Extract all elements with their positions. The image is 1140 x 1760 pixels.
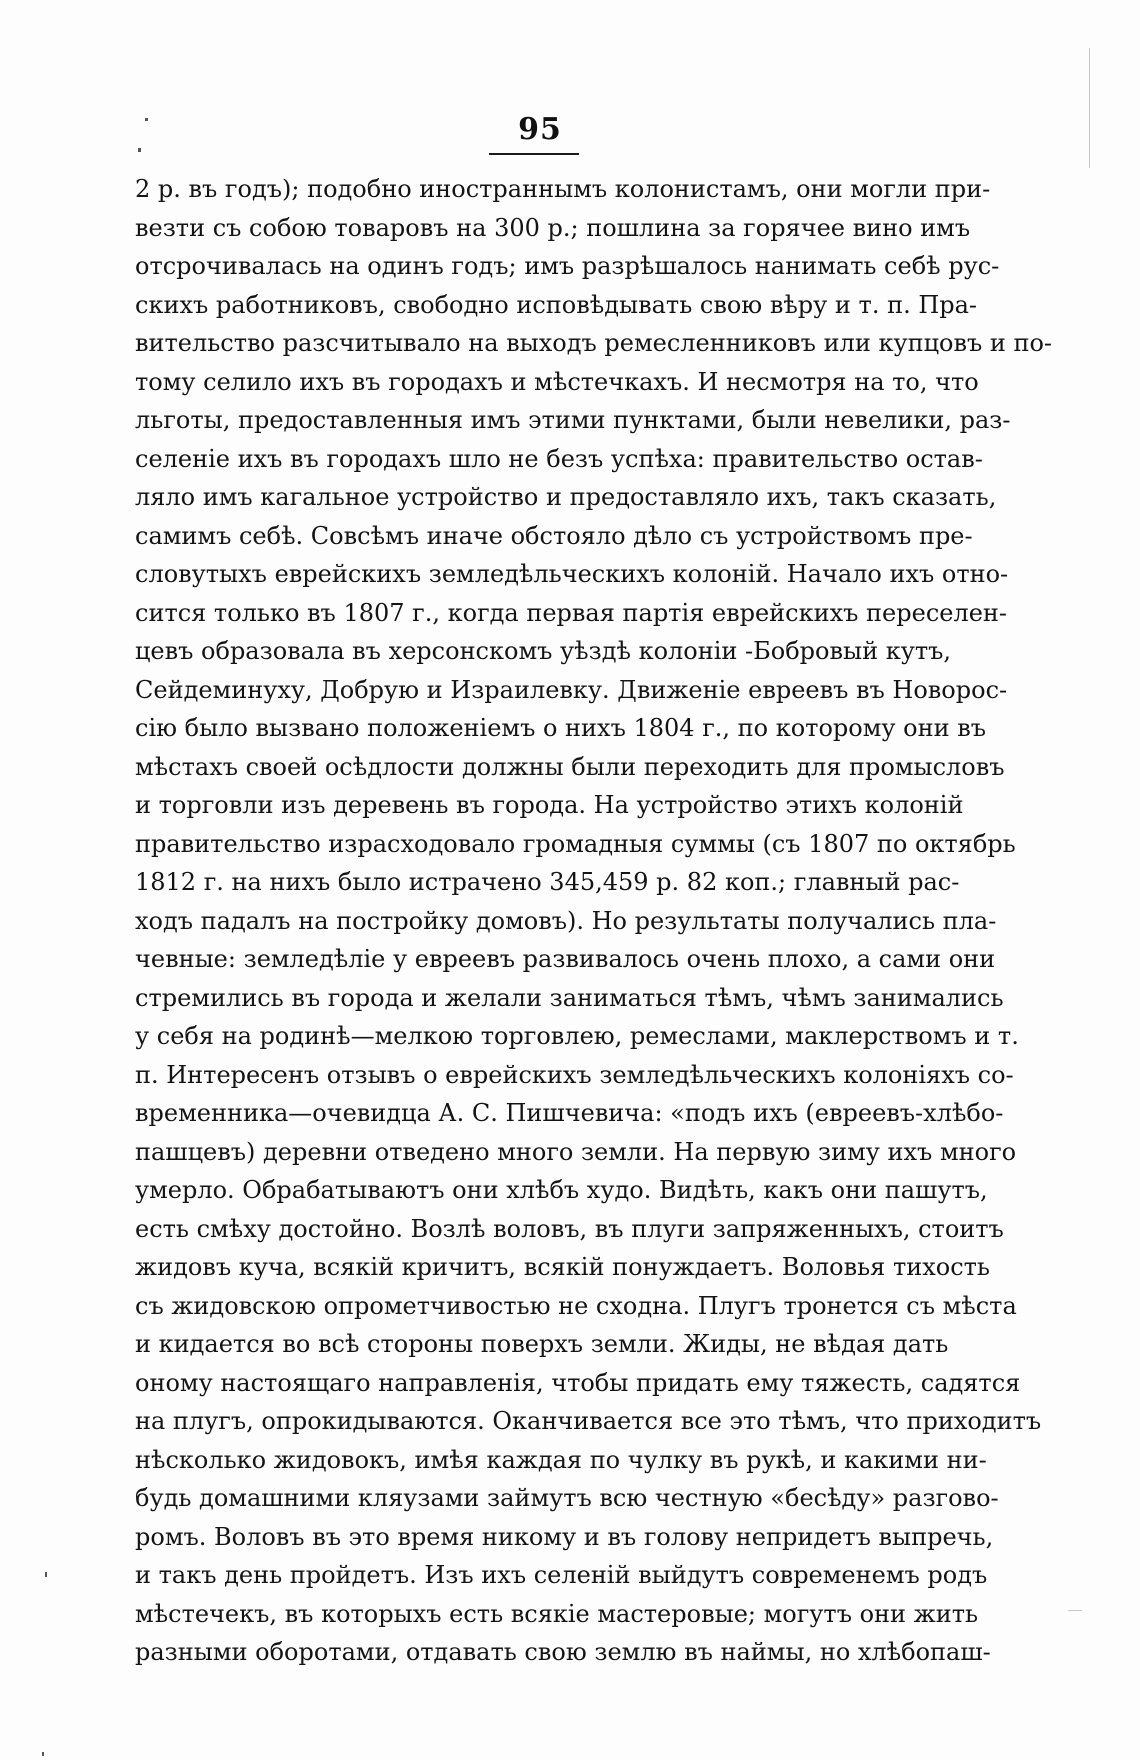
text-line: и торговли изъ деревень въ города. На устройство этихъ колоній xyxy=(135,791,964,819)
text-line: ходъ падалъ на постройку домовъ). Но результаты получались пла- xyxy=(135,906,997,935)
text-line: на плугъ, опрокидываются. Оканчивается все это тѣмъ, что приходитъ xyxy=(135,1407,1042,1435)
text-line: разными оборотами, отдавать свою землю въ наймы, но хлѣбопаш- xyxy=(135,1638,991,1666)
scan-edge-line xyxy=(1089,48,1090,168)
text-line: и кидается во всѣ стороны поверхъ земли. Жиды, не вѣдая дать xyxy=(135,1330,949,1358)
text-line: отсрочивалась на одинъ годъ; имъ разрѣшалось нанимать себѣ рус- xyxy=(135,252,1000,280)
text-line: правительство израсходовало громадныя суммы (съ 1807 по октябрь xyxy=(135,829,1016,858)
text-line: п. Интересенъ отзывъ о еврейскихъ земледѣльческихъ колоніяхъ со- xyxy=(135,1060,1014,1089)
text-line: сію было вызвано положеніемъ о нихъ 1804 г., по которому они въ xyxy=(135,714,986,742)
text-line: пашцевъ) деревни отведено много земли. На первую зиму ихъ много xyxy=(135,1137,1017,1166)
text-line: ляло имъ кагальное устройство и предоставляло ихъ, такъ сказать, xyxy=(135,483,997,511)
scan-speck xyxy=(145,118,148,121)
text-line: скихъ работниковъ, свободно исповѣдывать свою вѣру и т. п. Пра- xyxy=(135,290,978,319)
text-line: у себя на родинѣ—мелкою торговлею, ремеслами, маклерствомъ и т. xyxy=(135,1022,1019,1050)
scan-speck xyxy=(45,1572,47,1577)
text-line: 1812 г. на нихъ было истрачено 345,459 р. 82 коп.; главный рас- xyxy=(135,868,960,896)
text-line: временника—очевидца А. С. Пишчевича: «подъ ихъ (евреевъ-хлѣбо- xyxy=(135,1099,1004,1127)
text-line: ромъ. Воловъ въ это время никому и въ голову непридетъ выпречь, xyxy=(135,1522,994,1551)
text-line: мѣстечекъ, въ которыхъ есть всякіе мастеровые; могутъ они жить xyxy=(135,1599,979,1628)
page-number-rule xyxy=(489,153,579,155)
scan-edge-line xyxy=(1068,1610,1082,1611)
page-number: 95 xyxy=(518,112,562,147)
scan-speck xyxy=(138,148,141,152)
text-line: 2 р. въ годъ); подобно иностраннымъ колонистамъ, они могли при- xyxy=(135,175,991,203)
text-line: мѣстахъ своей осѣдлости должны были переходить для промысловъ xyxy=(135,752,1005,781)
text-line: самимъ себѣ. Совсѣмъ иначе обстояло дѣло съ устройствомъ пре- xyxy=(135,521,973,550)
text-line: есть смѣху достойно. Возлѣ воловъ, въ плуги запряженныхъ, стоитъ xyxy=(135,1214,1004,1243)
body-text xyxy=(135,170,1053,1672)
text-line: умерло. Обрабатываютъ они хлѣбъ худо. Видѣть, какъ они пашутъ, xyxy=(135,1176,988,1204)
text-line: оному настоящаго направленія, чтобы придать ему тяжесть, садятся xyxy=(135,1368,1021,1397)
text-line: сится только въ 1807 г., когда первая партія еврейскихъ переселен- xyxy=(135,598,1008,627)
text-line: и такъ день пройдетъ. Изъ ихъ селеній выйдутъ современемъ родъ xyxy=(135,1561,988,1589)
scan-speck xyxy=(42,1752,44,1756)
text-line: жидовъ куча, всякій кричитъ, всякій понуждаетъ. Воловья тихость xyxy=(135,1253,990,1281)
text-line: Сейдеминуху, Добрую и Израилевку. Движеніе евреевъ въ Новорос- xyxy=(135,675,1008,704)
text-line: селеніе ихъ въ городахъ шло не безъ успѣха: правительство остав- xyxy=(135,444,983,473)
text-line: словутыхъ еврейскихъ земледѣльческихъ колоній. Начало ихъ отно- xyxy=(135,560,1009,588)
text-line: чевные: земледѣліе у евреевъ развивалось очень плохо, а сами они xyxy=(135,945,996,973)
text-line: тому селило ихъ въ городахъ и мѣстечкахъ. И несмотря на то, что xyxy=(135,367,979,396)
text-line: нѣсколько жидовокъ, имѣя каждая по чулку въ рукѣ, и какими ни- xyxy=(135,1445,987,1474)
text-line: льготы, предоставленныя имъ этими пунктами, были невелики, раз- xyxy=(135,406,1011,434)
text-line: цевъ образовала въ херсонскомъ уѣздѣ колоніи -Бобровый кутъ, xyxy=(135,637,952,665)
text-line: стремились въ города и желали заниматься тѣмъ, чѣмъ занимались xyxy=(135,983,1004,1012)
text-line: вительство разсчитывало на выходъ ремесленниковъ или купцовъ и по- xyxy=(135,329,1053,357)
text-line: везти съ собою товаровъ на 300 р.; пошлина за горячее вино имъ xyxy=(135,213,971,242)
text-line: будь домашними кляузами займутъ всю честную «бесѣду» разгово- xyxy=(135,1484,999,1512)
text-line: съ жидовскою опрометчивостью не сходна. Плугъ тронется съ мѣста xyxy=(135,1291,1017,1320)
